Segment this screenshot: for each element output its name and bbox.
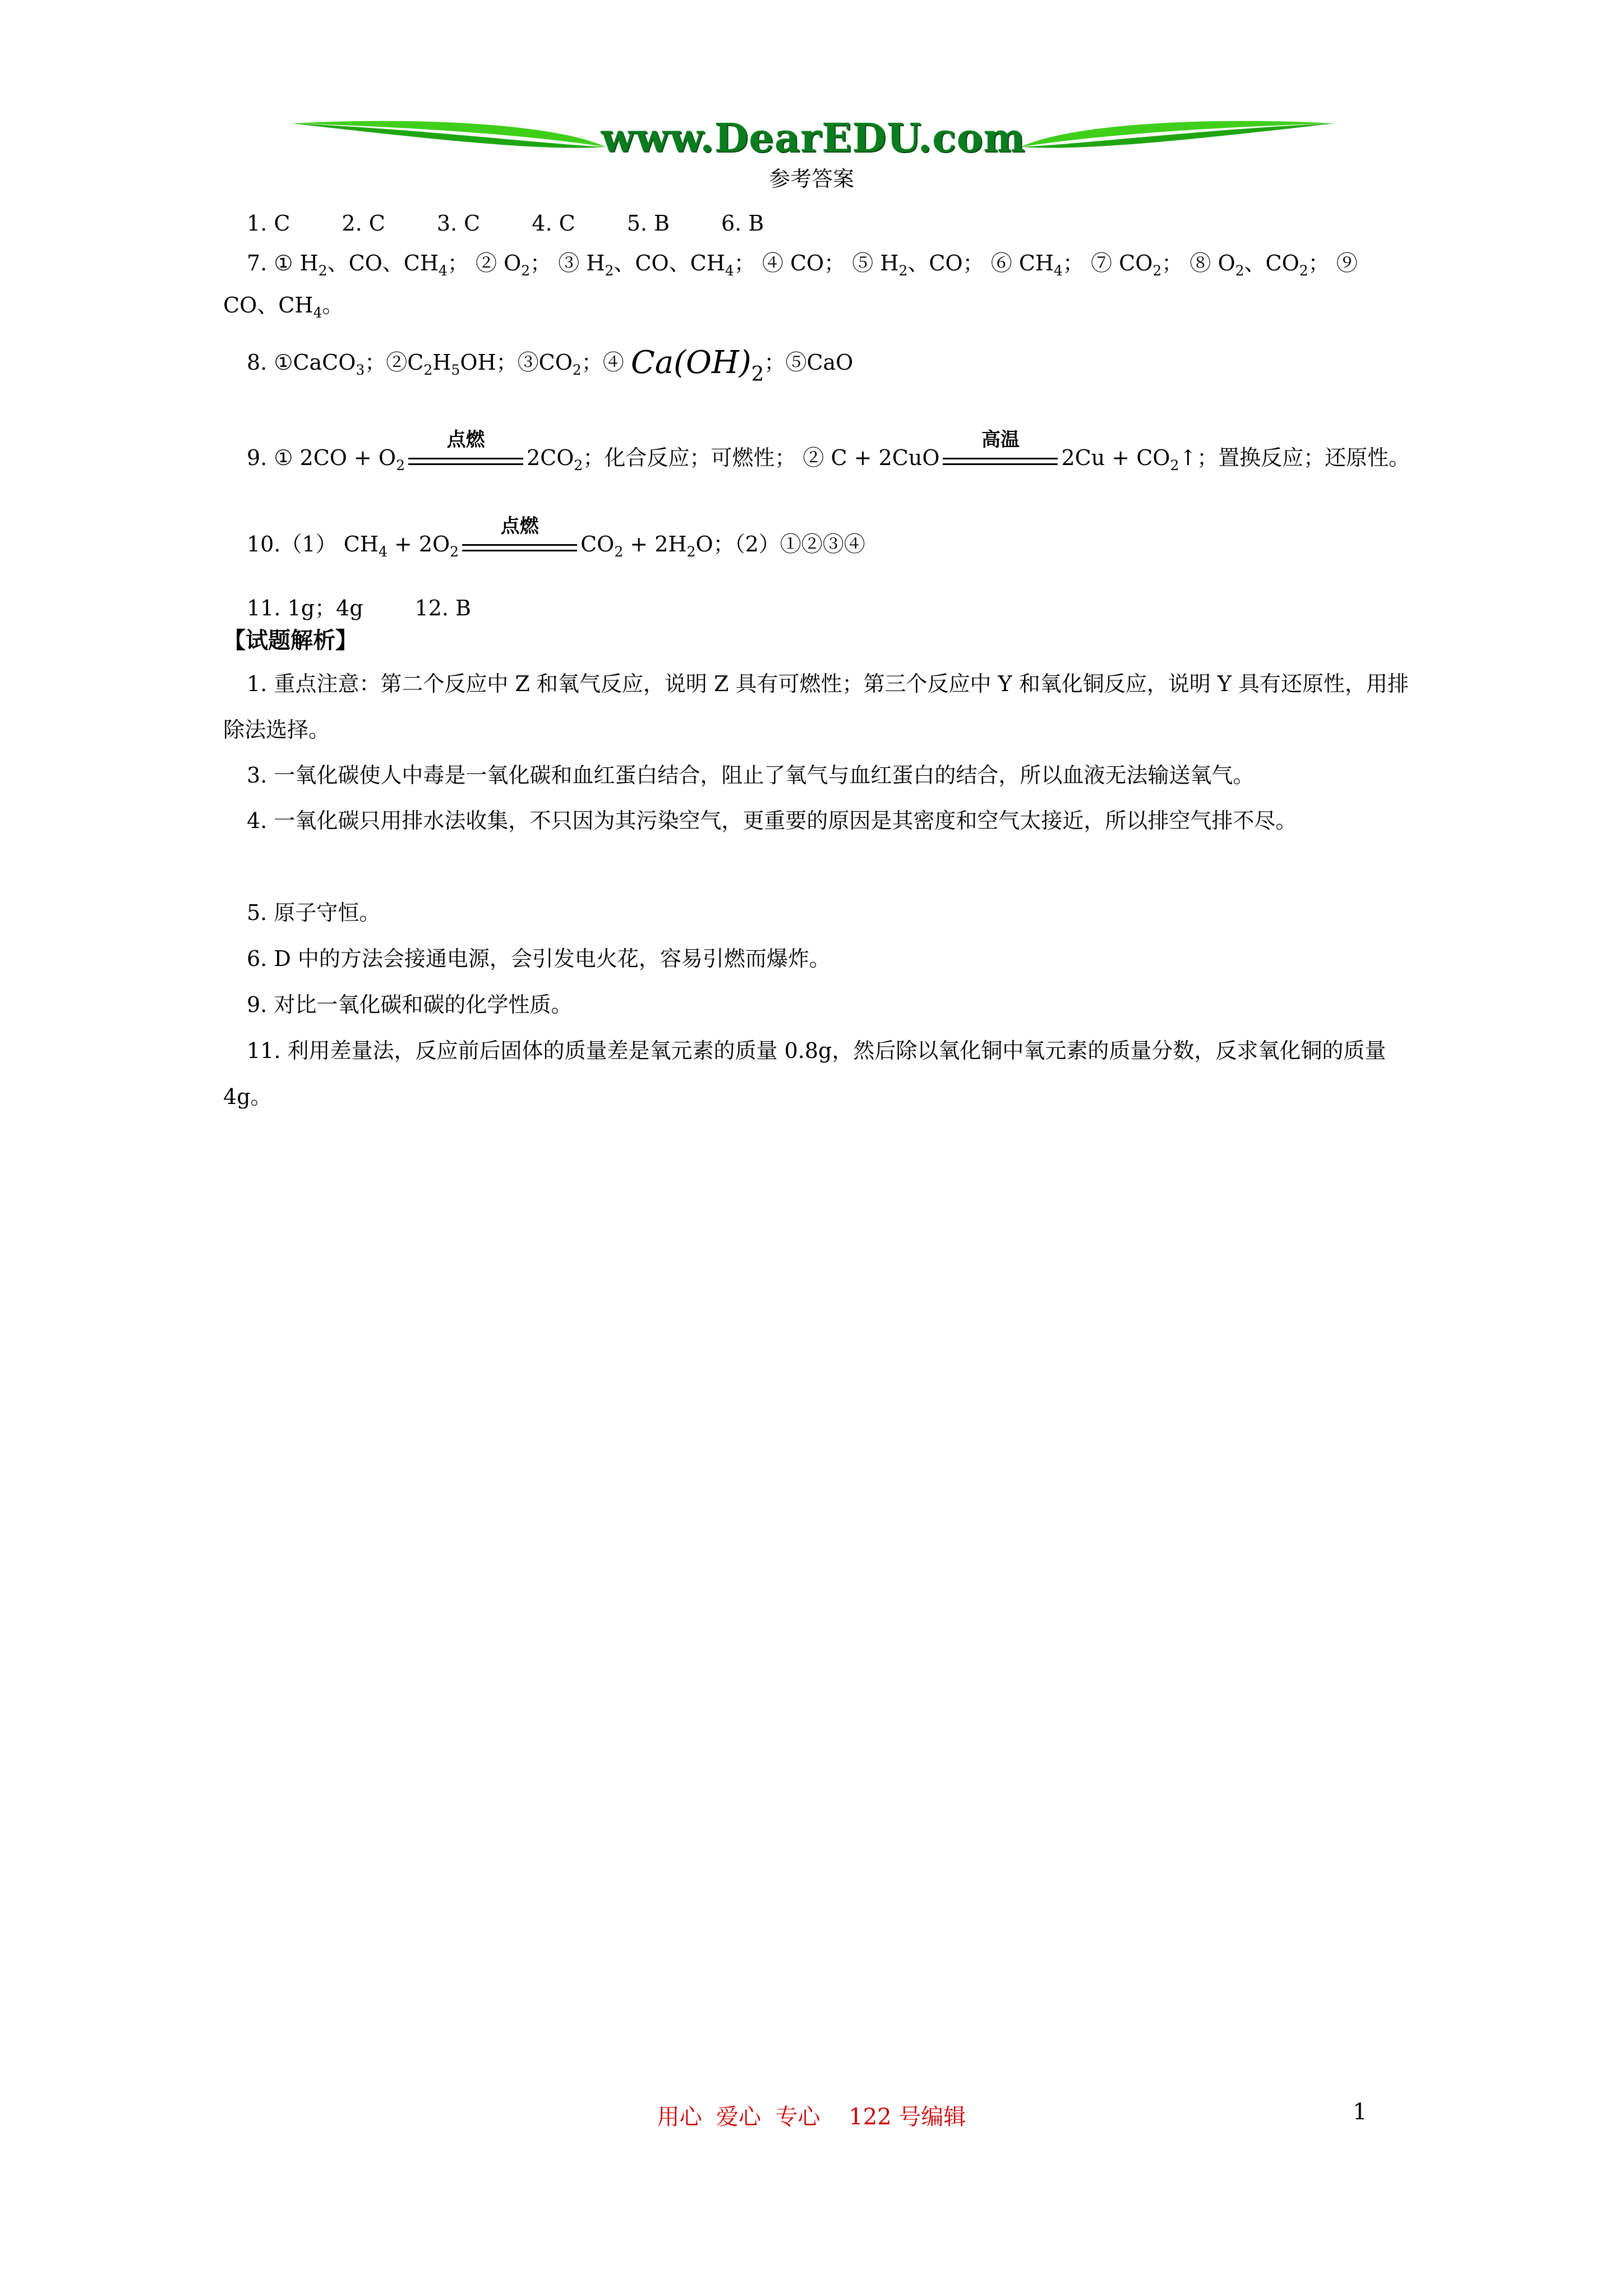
- q7-answer-line2: CO、$CH_4$。: [223, 293, 344, 321]
- answer-item: 3. C: [436, 211, 481, 236]
- reaction-arrow-ignite: 点燃: [408, 445, 523, 475]
- answer-item: 1. C: [247, 211, 291, 236]
- q8-answer: 8. ①CaCO$_3$；$②C_2H_5OH$；$③CO_2$；④ $Ca(OH)_2$；⑤CaO: [247, 344, 854, 386]
- analysis-item: 3. 一氧化碳使人中毒是一氧化碳和血红蛋白结合，阻止了氧气与血红蛋白的结合，所以血液无法输送氧气。: [247, 763, 1255, 788]
- analysis-item: 11. 利用差量法，反应前后固体的质量差是氧元素的质量 0.8g，然后除以氧化铜中氧元素的质量分数，反求氧化铜的质量 4g。: [223, 1038, 1386, 1109]
- analysis-item: 5. 原子守恒。: [247, 900, 381, 925]
- reaction-arrow-ignite: 点燃: [462, 532, 577, 561]
- answer-item: 5. B: [626, 211, 670, 236]
- analysis-item: 9. 对比一氧化碳和碳的化学性质。: [247, 992, 573, 1017]
- site-logo-text: www.DearEDU.com: [601, 114, 1026, 161]
- footer-editor-note: 用心 爱心 专心 122 号编辑: [657, 2104, 966, 2130]
- analysis-heading: 【试题解析】: [223, 627, 358, 654]
- calcium-hydroxide-formula: $Ca(OH)_2$: [630, 344, 764, 386]
- reaction-arrow-high-temp: 高温: [943, 445, 1058, 475]
- q7-answer-line1: 7. ① $H_2$、CO、$CH_4$； ② $O_2$； ③ $H_2$、CO、$CH_4$； ④ CO； ⑤ $H_2$、CO； ⑥ $CH_4$； ⑦ $CO_2$； ⑧ $O_2$、$CO_2$； ⑨: [247, 251, 1358, 279]
- mcq-answers: [247, 209, 815, 238]
- page-title: 参考答案: [768, 167, 854, 191]
- analysis-item: 1. 重点注意：第二个反应中 Z 和氧气反应，说明 Z 具有可燃性；第三个反应中 Y 和氧化铜反应，说明 Y 具有还原性，用排除法选择。: [223, 671, 1409, 742]
- q11-q12-answers: 11. 1g；4g 12. B: [247, 596, 471, 620]
- analysis-item: 4. 一氧化碳只用排水法收集，不只因为其污染空气，更重要的原因是其密度和空气太接近，所以排空气排不尽。: [247, 808, 1297, 833]
- answer-item: 4. C: [532, 211, 575, 236]
- page-number: 1: [1353, 2099, 1367, 2125]
- analysis-item: 6. D 中的方法会接通电源，会引发电火花，容易引燃而爆炸。: [247, 946, 831, 971]
- q9-answer: 9. ① $2CO + O_2$ 点燃 $2CO_2$；化合反应；可燃性； ② C + 2CuO 高温 $2Cu + CO_2↑$；置换反应；还原性。: [247, 428, 1410, 473]
- answer-item: 6. B: [721, 211, 764, 236]
- answer-item: 2. C: [342, 211, 385, 236]
- q10-answer: 10.（1） $CH_4 + 2O_2$ 点燃 $CO_2 + 2H_2O$；（2）①②③④: [247, 514, 865, 560]
- q7-answer-content: ① $H_2$、CO、$CH_4$； ② $O_2$； ③ $H_2$、CO、$CH_4$； ④ CO； ⑤ $H_2$、CO； ⑥ $CH_4$； ⑦ $CO_2$； ⑧ $O_2$、$CO_2$； ⑨: [274, 251, 1358, 279]
